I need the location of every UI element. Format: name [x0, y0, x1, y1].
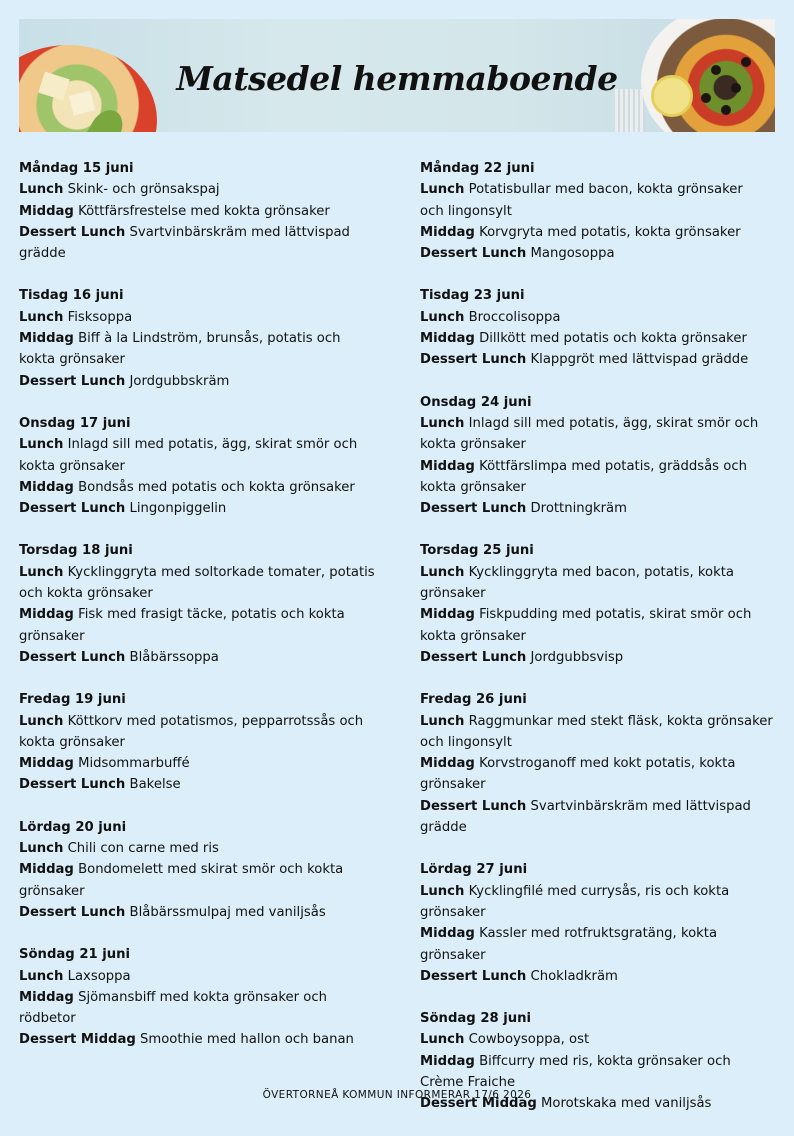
menu-line: [420, 456, 784, 477]
meal-label: Middag: [19, 203, 74, 219]
day-title: Torsdag 18 juni: [19, 543, 133, 559]
meal-label: Middag: [19, 331, 74, 347]
day-block: [19, 413, 379, 519]
meal-text: Biffcurry med ris, kokta grönsaker och: [479, 1053, 731, 1069]
menu-line: [420, 966, 784, 987]
meal-text: Potatisbullar med bacon, kokta grönsaker: [468, 182, 743, 198]
day-title: Måndag 15 juni: [19, 161, 134, 176]
meal-text: Bondomelett med skirat smör och kokta: [78, 862, 344, 878]
meal-text: Blåbärssmulpaj med vaniljsås: [129, 904, 326, 920]
day-block: [19, 944, 379, 1050]
meal-text: Lingonpiggelin: [129, 501, 227, 517]
meal-label: Dessert Lunch: [19, 224, 126, 240]
menu-line: [19, 201, 379, 222]
meal-label: Dessert Lunch: [19, 777, 126, 793]
menu-line: [19, 222, 379, 265]
menu-line: [420, 413, 784, 434]
menu-line: [420, 1051, 784, 1072]
meal-text: Fiskpudding med potatis, skirat smör och: [479, 607, 752, 623]
meal-text: Mangosoppa: [530, 246, 615, 262]
menu-line: [420, 307, 784, 328]
meal-label: Dessert Lunch: [420, 246, 527, 262]
meal-text: Broccolisoppa: [468, 309, 561, 325]
menu-line: [19, 179, 379, 200]
meal-label: Dessert Lunch: [420, 798, 527, 814]
menu-line: [19, 498, 379, 519]
meal-label: Lunch: [420, 309, 465, 325]
meal-text: Morotskaka med vaniljsås: [541, 1096, 712, 1112]
meal-label: Middag: [420, 331, 475, 347]
meal-label: Lunch: [19, 713, 64, 729]
page-title: Matsedel hemmaboende: [176, 59, 618, 98]
meal-text: Jordgubbsvisp: [530, 649, 624, 665]
meal-text-continued: kokta grönsaker: [19, 352, 125, 368]
meal-text: Bakelse: [129, 777, 181, 793]
day-block: [19, 158, 379, 264]
menu-line: [19, 647, 379, 668]
menu-line: [420, 1029, 784, 1050]
meal-label: Dessert Middag: [19, 1032, 136, 1048]
day-title: Lördag 20 juni: [19, 819, 127, 835]
day-block: [420, 689, 784, 838]
meal-label: Lunch: [19, 182, 64, 198]
meal-text: Köttfärsfrestelse med kokta grönsaker: [78, 203, 330, 219]
meal-text: Midsommarbuffé: [78, 756, 190, 772]
meal-text: Köttfärslimpa med potatis, gräddsås och: [479, 458, 747, 474]
meal-text: Korvgryta med potatis, kokta grönsaker: [479, 224, 741, 240]
meal-label: Lunch: [420, 713, 465, 729]
meal-text: Fisk med frasigt täcke, potatis och kokta: [78, 607, 345, 623]
meal-label: Lunch: [19, 841, 64, 857]
meal-label: Lunch: [420, 182, 465, 198]
menu-line: [420, 647, 784, 668]
meal-label: Lunch: [19, 968, 64, 984]
meal-text-continued: grönsaker: [19, 628, 85, 644]
meal-label: Middag: [420, 607, 475, 623]
menu-line: [420, 498, 784, 519]
menu-line: [420, 243, 784, 264]
meal-label: Middag: [19, 607, 74, 623]
meal-text-continued: kokta grönsaker: [19, 734, 125, 750]
meal-text-continued: och kokta grönsaker: [19, 586, 153, 602]
menu-line: [19, 774, 379, 795]
meal-text-continued: Crème Fraiche: [420, 1074, 516, 1090]
meal-text: Jordgubbskräm: [129, 373, 230, 389]
meal-text: Dillkött med potatis och kokta grönsaker: [479, 331, 747, 347]
menu-line: [420, 328, 784, 349]
meal-text: Korvstroganoff med kokt potatis, kokta grönsaker: [420, 756, 736, 793]
menu-line: [19, 434, 379, 455]
meal-text: Sjömansbiff med kokta grönsaker och rödbetor: [19, 989, 327, 1027]
day-block: [19, 689, 379, 795]
meal-text: Chokladkräm: [530, 968, 618, 984]
meal-text: Biff à la Lindström, brunsås, potatis och: [78, 331, 341, 347]
meal-text: Chili con carne med ris: [67, 841, 219, 857]
meal-label: Middag: [420, 224, 475, 240]
meal-label: Dessert Lunch: [19, 649, 126, 665]
menu-line: [420, 711, 784, 732]
menu-column-right: [420, 158, 784, 1136]
meal-text-continued: kokta grönsaker: [420, 479, 526, 495]
day-title: Tisdag 16 juni: [19, 288, 124, 304]
menu-line: [420, 881, 784, 924]
menu-line: [19, 859, 379, 880]
meal-label: Middag: [19, 862, 74, 878]
menu-line: [420, 222, 784, 243]
menu-line: [19, 371, 379, 392]
day-block: [19, 817, 379, 923]
meal-text-continued: kokta grönsaker: [19, 458, 125, 474]
meal-text: Köttkorv med potatismos, pepparrotssås och: [67, 713, 364, 729]
meal-label: Lunch: [19, 437, 64, 453]
day-block: [420, 158, 784, 264]
meal-text: Kycklinggryta med soltorkade tomater, potatis: [67, 564, 375, 580]
meal-label: Lunch: [420, 1032, 465, 1048]
day-block: [420, 540, 784, 668]
meal-text: Fisksoppa: [67, 309, 133, 325]
meal-label: Dessert Middag: [420, 1096, 537, 1112]
meal-label: Middag: [19, 989, 74, 1005]
meal-label: Lunch: [19, 309, 64, 325]
menu-line: [420, 179, 784, 200]
meal-text: Raggmunkar med stekt fläsk, kokta grönsaker: [468, 713, 773, 729]
meal-label: Dessert Lunch: [420, 501, 527, 517]
meal-label: Lunch: [420, 883, 465, 899]
meal-text: Bondsås med potatis och kokta grönsaker: [78, 479, 355, 495]
meal-text: Cowboysoppa, ost: [468, 1032, 590, 1048]
meal-text-continued: och lingonsylt: [420, 203, 512, 219]
meal-text: Smoothie med hallon och banan: [140, 1032, 354, 1048]
meal-label: Middag: [420, 926, 475, 942]
meal-label: Lunch: [19, 564, 64, 580]
meal-text-continued: och lingonsylt: [420, 734, 512, 750]
day-title: Torsdag 25 juni: [420, 543, 534, 559]
menu-line: [420, 349, 784, 370]
day-title: Onsdag 17 juni: [19, 415, 131, 431]
menu-line: [19, 562, 379, 583]
footer-text: ÖVERTORNEÅ KOMMUN INFORMERAR 17/6 2026: [262, 1089, 532, 1101]
meal-text: Kycklingfilé med currysås, ris och kokta grönsaker: [420, 883, 730, 920]
menu-column-left: [19, 158, 379, 1072]
menu-line: [420, 604, 784, 625]
menu-line: [19, 307, 379, 328]
day-block: [19, 285, 379, 391]
meal-text: Skink- och grönsakspaj: [67, 182, 220, 198]
menu-line: [19, 604, 379, 625]
meal-text: Blåbärssoppa: [129, 649, 219, 665]
header-banner: [19, 19, 775, 132]
day-title: Lördag 27 juni: [420, 862, 528, 878]
meal-text-continued: grönsaker: [19, 883, 85, 899]
meal-label: Dessert Lunch: [420, 649, 527, 665]
meal-label: Lunch: [420, 564, 465, 580]
day-block: [420, 392, 784, 520]
meal-text: Kassler med rotfruktsgratäng, kokta grönsaker: [420, 926, 718, 963]
meal-label: Dessert Lunch: [19, 373, 126, 389]
meal-label: Middag: [420, 458, 475, 474]
menu-line: [19, 966, 379, 987]
menu-line: [420, 923, 784, 966]
meal-text: Kycklinggryta med bacon, potatis, kokta grönsaker: [420, 564, 735, 602]
meal-text: Svartvinbärskräm med lättvispad grädde: [19, 224, 350, 262]
day-title: Fredag 26 juni: [420, 692, 527, 708]
menu-line: [19, 902, 379, 923]
meal-label: Middag: [19, 479, 74, 495]
menu-line: [19, 1029, 379, 1050]
meal-label: Dessert Lunch: [19, 501, 126, 517]
day-title: Måndag 22 juni: [420, 161, 535, 176]
meal-label: Dessert Lunch: [420, 968, 527, 984]
meal-label: Dessert Lunch: [19, 904, 126, 920]
meal-label: Middag: [19, 756, 74, 772]
menu-line: [420, 796, 784, 839]
meal-text: Drottningkräm: [530, 501, 627, 517]
meal-text: Inlagd sill med potatis, ägg, skirat smör och: [67, 437, 358, 453]
meal-label: Dessert Lunch: [420, 352, 527, 368]
meal-text: Svartvinbärskräm med lättvispad grädde: [420, 798, 751, 836]
menu-line: [19, 838, 379, 859]
menu-line: [19, 753, 379, 774]
menu-line: [420, 562, 784, 605]
day-title: Fredag 19 juni: [19, 692, 126, 708]
meal-text: Inlagd sill med potatis, ägg, skirat smör och: [468, 415, 759, 431]
menu-line: [19, 987, 379, 1030]
day-title: Söndag 21 juni: [19, 947, 131, 963]
day-block: [19, 540, 379, 668]
day-title: Söndag 28 juni: [420, 1011, 532, 1027]
meal-text: Klappgröt med lättvispad grädde: [530, 352, 749, 368]
menu-line: [420, 753, 784, 796]
menu-line: [19, 328, 379, 349]
meal-label: Lunch: [420, 415, 465, 431]
meal-text: Laxsoppa: [67, 968, 131, 984]
menu-line: [19, 477, 379, 498]
meal-text-continued: kokta grönsaker: [420, 628, 526, 644]
meal-label: Middag: [420, 1053, 475, 1069]
meal-text-continued: kokta grönsaker: [420, 437, 526, 453]
day-title: Onsdag 24 juni: [420, 394, 532, 410]
day-title: Tisdag 23 juni: [420, 288, 525, 304]
day-block: [420, 285, 784, 370]
meal-label: Middag: [420, 756, 475, 772]
day-block: [420, 859, 784, 987]
menu-line: [19, 711, 379, 732]
